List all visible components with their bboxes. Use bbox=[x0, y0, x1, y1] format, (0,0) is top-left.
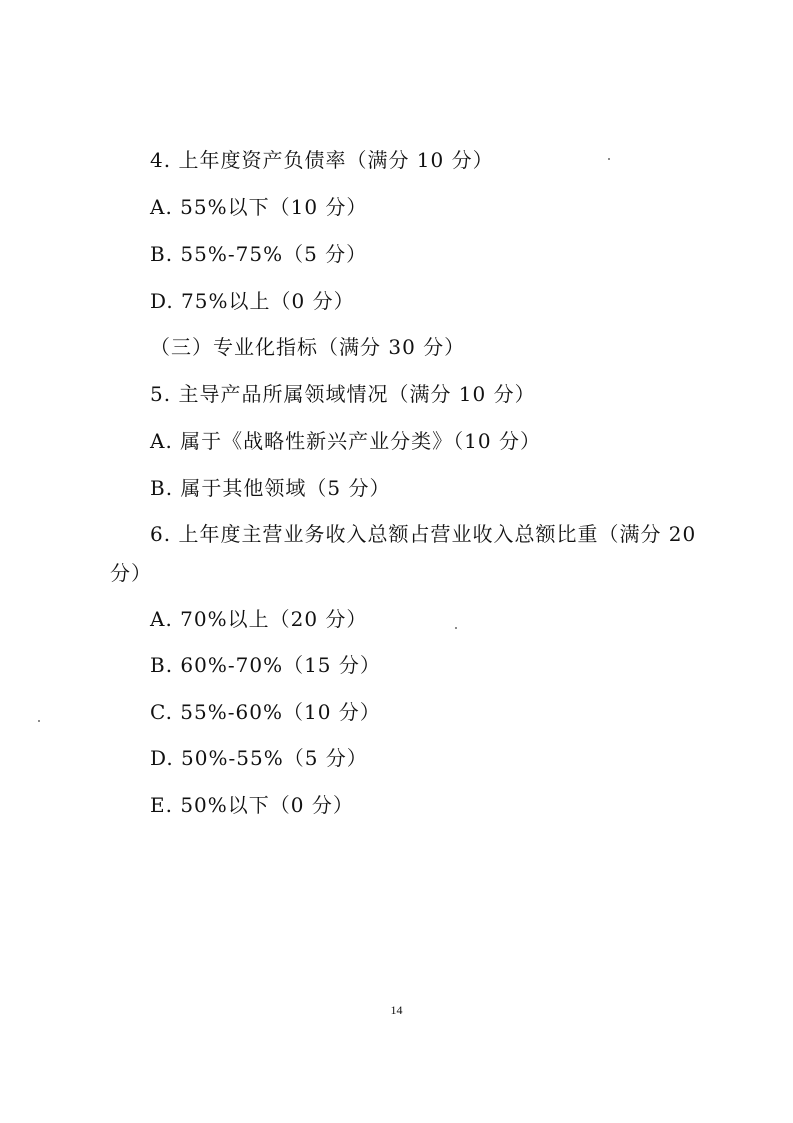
item-6-heading: 6. 上年度主营业务收入总额占营业收入总额比重（满分 20 bbox=[150, 522, 697, 546]
option-6c: C. 55%-60%（10 分） bbox=[150, 700, 381, 724]
option-6b: B. 60%-70%（15 分） bbox=[150, 653, 381, 677]
option-6a: A. 70%以上（20 分） bbox=[150, 607, 368, 631]
section-heading-3: （三）专业化指标（满分 30 分） bbox=[150, 335, 466, 359]
option-6d: D. 50%-55%（5 分） bbox=[150, 746, 368, 770]
item-4-heading: 4. 上年度资产负债率（满分 10 分） bbox=[150, 148, 494, 172]
scan-speck bbox=[608, 158, 610, 160]
option-5a: A. 属于《战略性新兴产业分类》（10 分） bbox=[150, 429, 541, 453]
option-4d: D. 75%以上（0 分） bbox=[150, 289, 355, 313]
page-number: 14 bbox=[390, 1003, 403, 1017]
scan-speck bbox=[38, 720, 40, 722]
option-4b: B. 55%-75%（5 分） bbox=[150, 242, 368, 266]
option-4a: A. 55%以下（10 分） bbox=[150, 195, 368, 219]
option-6e: E. 50%以下（0 分） bbox=[150, 793, 354, 817]
item-6-heading-continuation: 分） bbox=[110, 561, 152, 585]
item-5-heading: 5. 主导产品所属领域情况（满分 10 分） bbox=[150, 382, 536, 406]
scan-speck bbox=[455, 627, 457, 629]
option-5b: B. 属于其他领域（5 分） bbox=[150, 476, 391, 500]
